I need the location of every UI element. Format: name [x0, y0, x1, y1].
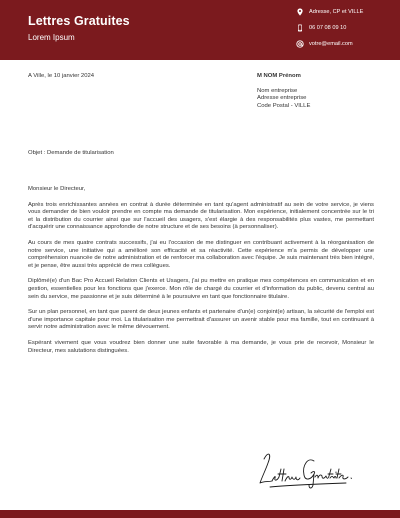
letter-body: [28, 186, 374, 363]
recipient-name: M NOM Prénom: [257, 73, 301, 79]
paragraph-3: Diplômé(e) d'un Bac Pro Accueil Relation Clients et Usagers, j'ai pu mettre en pratique mes compétences en communication et en gestion, essentielles pour les fonctions que j'exerce. Mon rôle de chargé du courrier et d'information du public, devenu central au sein du service, me passionne et je suis déterminé à le poursuivre en tant que fonctionnaire titulaire.: [28, 278, 374, 300]
phone-icon: [296, 24, 304, 32]
paragraph-2: Au cours de mes quatre contrats successifs, j'ai eu l'occasion de me distinguer en contribuant activement à la réorganisation de notre service, une initiative qui a amélioré son efficacité et sa réactivité. Cette expérience m'a permis de développer une compréhension nuancée de notre administration et de renforcer ma collaboration avec l'équipe. Je suis maintenant très bien intégré, et je pense, être aussi très apprécié de mes collègues.: [28, 239, 374, 269]
brand-subtitle: Lorem Ipsum: [28, 33, 75, 42]
salutation: Monsieur le Directeur,: [28, 186, 86, 192]
recipient-block: [257, 73, 310, 110]
location-pin-icon: [296, 8, 304, 16]
paragraph-5: Espérant vivement que vous voudrez bien donner une suite favorable à ma demande, je vous prie de recevoir, Monsieur le Directeur, mes salutations distinguées.: [28, 339, 374, 354]
at-sign-icon: [296, 40, 304, 48]
footer-bar: [0, 510, 400, 518]
recipient-address: Adresse entreprise: [257, 95, 307, 102]
contact-phone-text: 06 07 08 09 10: [309, 25, 347, 31]
letter-object: Objet : Demande de titularisation: [28, 150, 114, 156]
paragraph-1: Après trois enrichissantes années en contrat à durée déterminée en tant qu'agent administratif au sein de votre service, je viens vous demander de bien vouloir prendre en compte ma demande de titularisation. Mon expérience, initialement concentrée sur le tri et la distribution du courrier ainsi que sur l'accueil des usagers, s'est élargie à des responsabilités plus vastes, me permettant d'acquérir une connaissance approfondie de notre structure et de ses besoins (à personnaliser).: [28, 201, 374, 231]
paragraph-4: Sur un plan personnel, en tant que parent de deux jeunes enfants et partenaire d'un(e) conjoint(e) artisan, la sécurité de l'emploi est d'une importance capitale pour moi. La titularisation me permettrait d'assurer un avenir stable pour ma famille, tout en continuant à servir notre administration avec le même dévouement.: [28, 309, 374, 331]
recipient-postal: Code Postal - VILLE: [257, 102, 311, 109]
recipient-company: Nom entreprise: [257, 87, 298, 94]
header-banner: [0, 0, 400, 60]
contact-email-text: votre@email.com: [309, 41, 353, 47]
contact-address-text: Adresse, CP et VILLE: [309, 9, 364, 15]
date-line: A Ville, le 10 janvier 2024: [28, 73, 95, 79]
brand-title: Lettres Gratuites: [28, 14, 130, 28]
handwritten-signature: [256, 447, 356, 493]
